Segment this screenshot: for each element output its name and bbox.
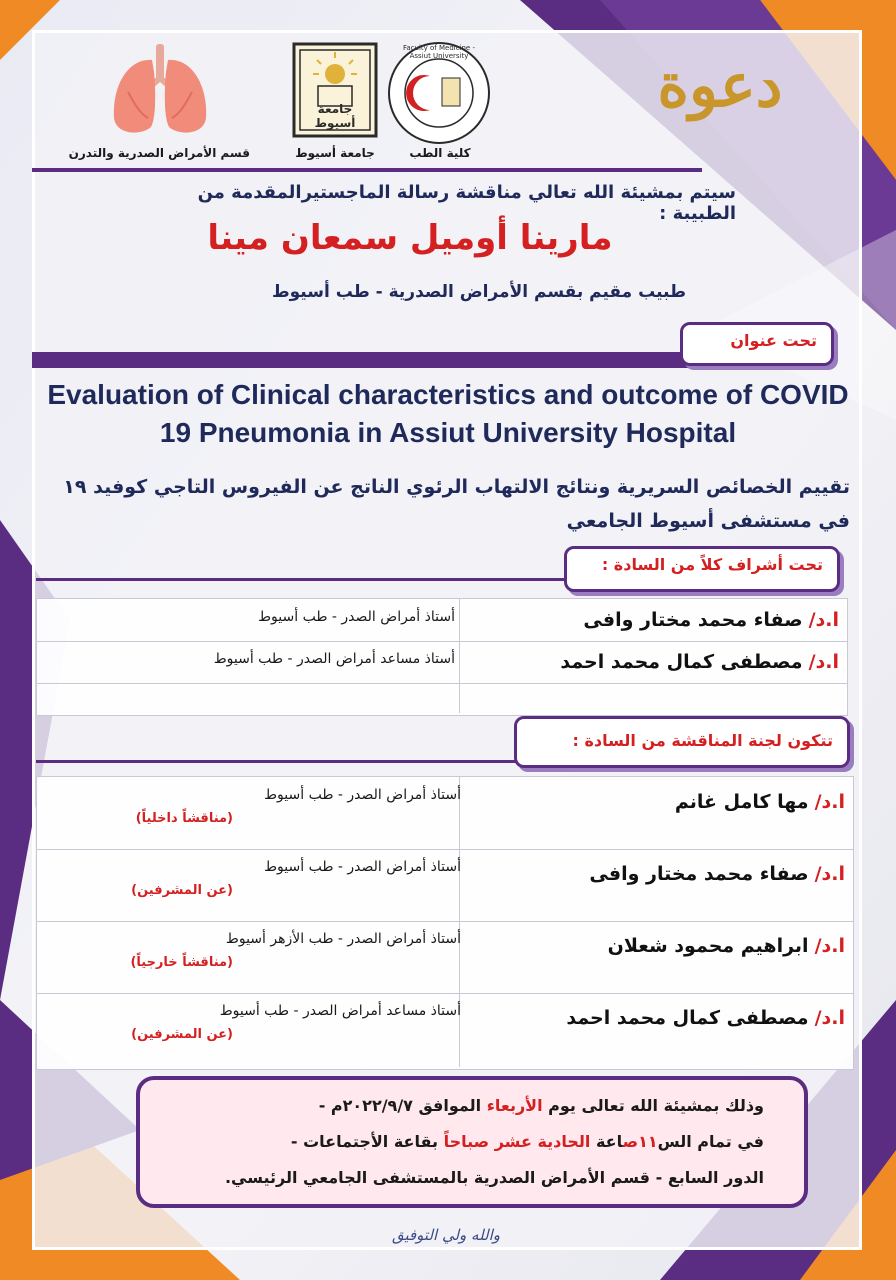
committee-member-name bbox=[566, 1007, 845, 1029]
supervision-table bbox=[36, 598, 848, 716]
committee-member-name bbox=[675, 791, 845, 813]
committee-member-position: أستاذ أمراض الصدر - طب الأزهر أسيوط bbox=[225, 931, 461, 947]
title-prefix: ا.د/ bbox=[814, 1007, 845, 1029]
supervisor-position: أستاذ أمراض الصدر - طب أسيوط bbox=[258, 609, 455, 625]
schedule-text: اعة bbox=[595, 1132, 623, 1151]
supervisor-name bbox=[583, 609, 839, 631]
table-row bbox=[37, 641, 847, 684]
candidate-name: مارينا أوميل سمعان مينا bbox=[207, 218, 613, 258]
person-name: ابراهيم محمود شعلان bbox=[607, 935, 809, 957]
committee-member-role: (مناقشاً خارجياً) bbox=[130, 955, 233, 970]
table-row bbox=[37, 599, 847, 642]
person-name: مها كامل غانم bbox=[674, 791, 809, 813]
schedule-time: الحادية عشر صباحاً bbox=[443, 1132, 591, 1151]
person-name: مصطفى كمال محمد احمد bbox=[566, 1007, 809, 1029]
university-logo-text: جامعة أسيوط bbox=[314, 102, 356, 130]
thesis-title-ar: تقييم الخصائص السريرية ونتائج الالتهاب الرئوي الناتج عن الفيروس التاجي كوفيد ١٩ في مستشفى أسيوط الجامعي bbox=[63, 476, 850, 532]
committee-member-name bbox=[608, 935, 845, 957]
schedule-text: الموافق bbox=[418, 1096, 482, 1115]
schedule-date: ٢٠٢٢/٩/٧م - bbox=[318, 1096, 413, 1115]
committee-member-role: (عن المشرفين) bbox=[131, 883, 233, 898]
person-name: صفاء محمد مختار وافى bbox=[583, 609, 803, 631]
dept-caption: قسم الأمراض الصدرية والتدرن bbox=[68, 146, 250, 160]
supervisor-name bbox=[560, 651, 839, 673]
title-tag: تحت عنوان bbox=[680, 322, 834, 366]
title-prefix: ا.د/ bbox=[808, 609, 839, 631]
schedule-line-2 bbox=[144, 1132, 764, 1151]
person-name: مصطفى كمال محمد احمد bbox=[560, 651, 803, 673]
committee-tag: تتكون لجنة المناقشة من السادة : bbox=[514, 716, 850, 768]
faculty-caption: كلية الطب bbox=[409, 146, 471, 160]
supervisor-position: أستاذ مساعد أمراض الصدر - طب أسيوط bbox=[213, 651, 455, 667]
table-row bbox=[37, 921, 853, 994]
candidate-role: طبيب مقيم بقسم الأمراض الصدرية - طب أسيوط bbox=[271, 282, 686, 302]
lungs-icon bbox=[108, 42, 212, 138]
schedule-text: وذلك بمشيئة الله تعالى يوم bbox=[548, 1096, 764, 1115]
committee-member-position: أستاذ أمراض الصدر - طب أسيوط bbox=[264, 859, 461, 875]
table-row bbox=[37, 777, 853, 850]
committee-member-position: أستاذ أمراض الصدر - طب أسيوط bbox=[264, 787, 461, 803]
table-row bbox=[37, 849, 853, 922]
schedule-line-3: الدور السابع - قسم الأمراض الصدرية بالمستشفى الجامعي الرئيسي. bbox=[224, 1168, 764, 1187]
title-prefix: ا.د/ bbox=[808, 651, 839, 673]
schedule-line-1 bbox=[144, 1096, 764, 1115]
closing-calligraphy: والله ولي التوفيق bbox=[391, 1226, 501, 1244]
university-caption: جامعة أسيوط bbox=[295, 146, 375, 160]
supervision-tag: تحت أشراف كلاً من السادة : bbox=[564, 546, 840, 592]
schedule-day: الأربعاء bbox=[486, 1096, 543, 1115]
table-row bbox=[37, 993, 853, 1067]
person-name: صفاء محمد مختار وافى bbox=[589, 863, 809, 885]
committee-table bbox=[36, 776, 854, 1070]
schedule-hour: ١١ص bbox=[622, 1132, 658, 1151]
title-prefix: ا.د/ bbox=[814, 791, 845, 813]
intro-text: سيتم بمشيئة الله تعالي مناقشة رسالة الماجستيرالمقدمة من الطبيبة : bbox=[197, 182, 736, 224]
faculty-logo-text: Faculty of Medicine - Assiut University bbox=[402, 44, 475, 60]
title-prefix: ا.د/ bbox=[814, 935, 845, 957]
schedule-text: بقاعة الأجتماعات - bbox=[290, 1132, 439, 1151]
committee-member-position: أستاذ مساعد أمراض الصدر - طب أسيوط bbox=[219, 1003, 461, 1019]
committee-member-name bbox=[589, 863, 845, 885]
thesis-title-en: Evaluation of Clinical characteristics and outcome of COVID 19 Pneumonia in Assiut University Hospital bbox=[47, 379, 849, 448]
table-row bbox=[37, 683, 847, 713]
invitation-word: دعوة bbox=[657, 51, 783, 121]
header-divider bbox=[32, 168, 702, 172]
committee-member-role: (عن المشرفين) bbox=[131, 1027, 233, 1042]
schedule-box bbox=[136, 1076, 808, 1208]
title-prefix: ا.د/ bbox=[814, 863, 845, 885]
committee-member-role: (مناقشاً داخلياً) bbox=[135, 811, 233, 826]
schedule-text: في تمام الس bbox=[657, 1132, 764, 1151]
